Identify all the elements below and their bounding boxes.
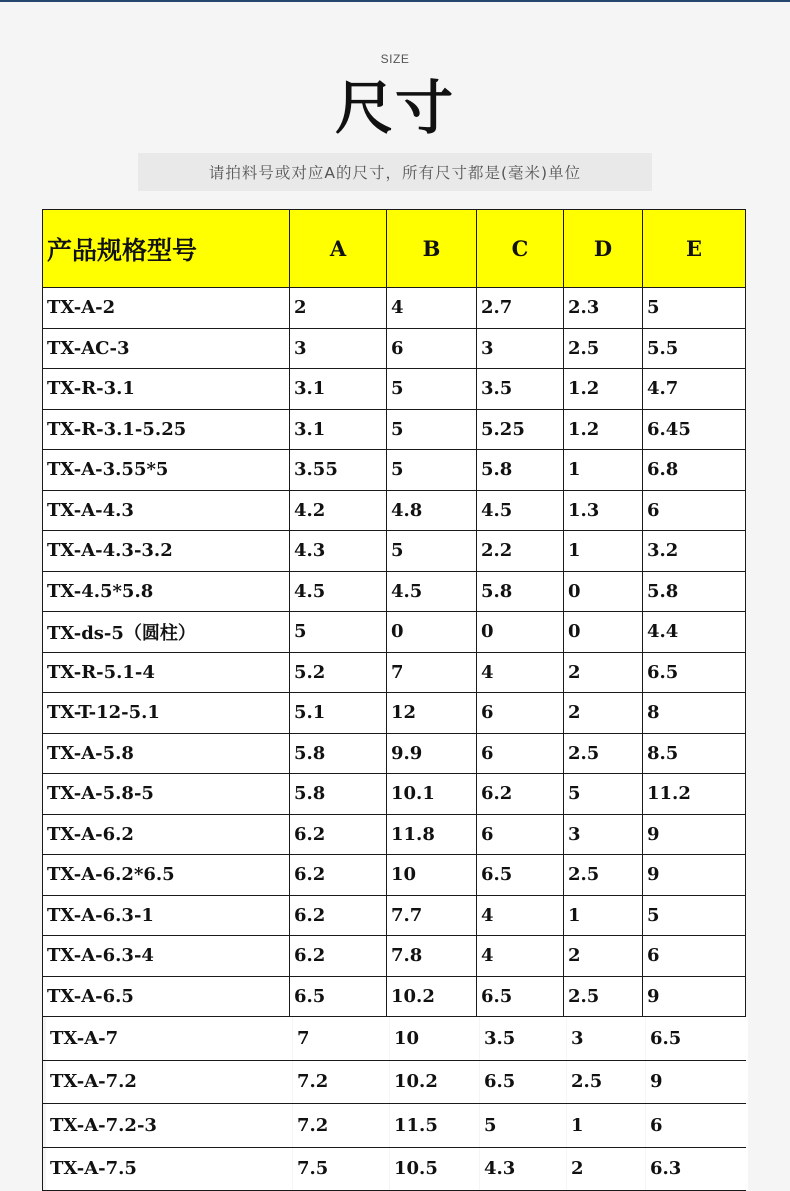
cell-c: 5.25 — [477, 409, 564, 450]
cell-a: 6.2 — [290, 936, 387, 977]
cell-b: 10.5 — [390, 1147, 480, 1191]
table-row — [43, 369, 746, 410]
cell-b: 12 — [387, 693, 477, 734]
table-row — [43, 733, 746, 774]
cell-a: 5 — [290, 612, 387, 653]
page-title: 尺寸 — [334, 74, 455, 142]
cell-c: 4 — [477, 895, 564, 936]
cell-c: 4 — [477, 936, 564, 977]
cell-e: 4.4 — [643, 612, 746, 653]
table-row — [43, 288, 746, 329]
cell-b: 11.8 — [387, 814, 477, 855]
cell-d: 5 — [564, 774, 643, 815]
table-row — [43, 814, 746, 855]
cell-model: TX-A-4.3 — [43, 490, 290, 531]
cell-a: 4.2 — [290, 490, 387, 531]
subtitle-text: 请拍料号或对应A的尺寸，所有尺寸都是(毫米)单位 — [208, 164, 582, 182]
cell-d: 0 — [564, 571, 643, 612]
cell-model: TX-A-4.3-3.2 — [43, 531, 290, 572]
cell-e: 5.8 — [643, 571, 746, 612]
top-divider-line — [0, 0, 790, 2]
cell-e: 11.2 — [643, 774, 746, 815]
cell-d: 2 — [567, 1147, 646, 1191]
cell-a: 7 — [293, 1017, 390, 1061]
column-header-model: 产品规格型号 — [43, 210, 290, 288]
cell-model: TX-R-5.1-4 — [43, 652, 290, 693]
cell-a: 6.2 — [290, 814, 387, 855]
cell-model: TX-A-3.55*5 — [43, 450, 290, 491]
cell-e: 6.5 — [646, 1017, 749, 1061]
cell-d: 1.3 — [564, 490, 643, 531]
table-body — [43, 288, 746, 1191]
cell-d: 1.2 — [564, 409, 643, 450]
cell-a: 5.1 — [290, 693, 387, 734]
column-header-c: C — [477, 210, 564, 288]
cell-a: 6.2 — [290, 895, 387, 936]
cell-b: 5 — [387, 531, 477, 572]
cell-b: 4.8 — [387, 490, 477, 531]
table-row — [43, 328, 746, 369]
table-row — [46, 1060, 749, 1104]
cell-c: 6 — [477, 693, 564, 734]
cell-model: TX-A-5.8 — [43, 733, 290, 774]
cell-model: TX-A-6.2*6.5 — [43, 855, 290, 896]
cell-a: 3 — [290, 328, 387, 369]
cell-d: 0 — [564, 612, 643, 653]
cell-c: 5.8 — [477, 571, 564, 612]
cell-model: TX-A-6.3-4 — [43, 936, 290, 977]
cell-e: 4.7 — [643, 369, 746, 410]
cell-d: 2.5 — [567, 1060, 646, 1104]
cell-d: 2.5 — [564, 733, 643, 774]
cell-c: 5.8 — [477, 450, 564, 491]
cell-model: TX-ds-5（圆柱） — [43, 612, 290, 653]
cell-c: 6.5 — [477, 976, 564, 1017]
cell-b: 10.1 — [387, 774, 477, 815]
cell-d: 2.3 — [564, 288, 643, 329]
cell-e: 6 — [643, 936, 746, 977]
cell-a: 7.2 — [293, 1060, 390, 1104]
table-row — [43, 895, 746, 936]
cell-e: 5 — [643, 895, 746, 936]
cell-model: TX-A-6.3-1 — [43, 895, 290, 936]
cell-a: 7.5 — [293, 1147, 390, 1191]
cell-e: 5 — [643, 288, 746, 329]
cell-c: 4.3 — [480, 1147, 567, 1191]
table-row — [43, 531, 746, 572]
cell-c: 2.7 — [477, 288, 564, 329]
cell-a: 2 — [290, 288, 387, 329]
cell-b: 6 — [387, 328, 477, 369]
cell-model: TX-A-7.2 — [46, 1060, 293, 1104]
table-row — [43, 450, 746, 491]
table-row — [43, 693, 746, 734]
cell-c: 6 — [477, 733, 564, 774]
table-row — [43, 612, 746, 653]
cell-d: 2 — [564, 936, 643, 977]
column-header-e: E — [643, 210, 746, 288]
cell-d: 1 — [567, 1104, 646, 1148]
table-row — [43, 571, 746, 612]
cell-c: 6.5 — [480, 1060, 567, 1104]
cell-a: 3.55 — [290, 450, 387, 491]
cell-c: 6.2 — [477, 774, 564, 815]
cell-b: 10.2 — [390, 1060, 480, 1104]
cell-e: 6.5 — [643, 652, 746, 693]
cell-model: TX-T-12-5.1 — [43, 693, 290, 734]
cell-model: TX-AC-3 — [43, 328, 290, 369]
size-table — [42, 209, 746, 1191]
cell-e: 6.45 — [643, 409, 746, 450]
table-row — [43, 855, 746, 896]
cell-a: 3.1 — [290, 409, 387, 450]
cell-e: 6 — [643, 490, 746, 531]
cell-d: 2.5 — [564, 976, 643, 1017]
cell-a: 6.5 — [290, 976, 387, 1017]
cell-e: 9 — [643, 814, 746, 855]
table-row — [46, 1147, 749, 1191]
cell-e: 9 — [643, 976, 746, 1017]
cell-c: 0 — [477, 612, 564, 653]
cell-c: 3.5 — [477, 369, 564, 410]
cell-model: TX-A-7.2-3 — [46, 1104, 293, 1148]
cell-model: TX-R-3.1 — [43, 369, 290, 410]
cell-a: 4.3 — [290, 531, 387, 572]
cell-b: 10 — [390, 1017, 480, 1061]
cell-model: TX-A-2 — [43, 288, 290, 329]
cell-b: 10 — [387, 855, 477, 896]
cell-model: TX-A-7.5 — [46, 1147, 293, 1191]
table-row — [46, 1104, 749, 1148]
cell-e: 6.3 — [646, 1147, 749, 1191]
cell-a: 5.8 — [290, 774, 387, 815]
cell-d: 2 — [564, 693, 643, 734]
cell-d: 2 — [564, 652, 643, 693]
cell-e: 8.5 — [643, 733, 746, 774]
subtitle-banner — [138, 153, 652, 191]
cell-e: 9 — [643, 855, 746, 896]
cell-e: 6 — [646, 1104, 749, 1148]
cell-d: 2.5 — [564, 855, 643, 896]
cell-model: TX-4.5*5.8 — [43, 571, 290, 612]
cell-d: 1 — [564, 450, 643, 491]
cell-b: 11.5 — [390, 1104, 480, 1148]
cell-model: TX-R-3.1-5.25 — [43, 409, 290, 450]
column-header-a: A — [290, 210, 387, 288]
cell-a: 3.1 — [290, 369, 387, 410]
cell-a: 4.5 — [290, 571, 387, 612]
cell-b: 9.9 — [387, 733, 477, 774]
cell-b: 7.8 — [387, 936, 477, 977]
cell-b: 5 — [387, 409, 477, 450]
cell-c: 4 — [477, 652, 564, 693]
cell-b: 4 — [387, 288, 477, 329]
cell-e: 3.2 — [643, 531, 746, 572]
table-row — [43, 652, 746, 693]
cell-b: 5 — [387, 450, 477, 491]
table-row — [43, 490, 746, 531]
cell-model: TX-A-5.8-5 — [43, 774, 290, 815]
cell-e: 9 — [646, 1060, 749, 1104]
cell-b: 4.5 — [387, 571, 477, 612]
column-header-b: B — [387, 210, 477, 288]
cell-c: 2.2 — [477, 531, 564, 572]
cell-d: 2.5 — [564, 328, 643, 369]
cell-b: 7 — [387, 652, 477, 693]
cell-c: 3 — [477, 328, 564, 369]
cell-d: 1 — [564, 895, 643, 936]
cell-model: TX-A-6.2 — [43, 814, 290, 855]
table-row — [43, 409, 746, 450]
table-row — [43, 774, 746, 815]
table-row — [43, 976, 746, 1017]
cell-d: 1.2 — [564, 369, 643, 410]
cell-a: 5.2 — [290, 652, 387, 693]
cell-e: 6.8 — [643, 450, 746, 491]
cell-model: TX-A-7 — [46, 1017, 293, 1061]
cell-model: TX-A-6.5 — [43, 976, 290, 1017]
cell-a: 6.2 — [290, 855, 387, 896]
cell-d: 3 — [567, 1017, 646, 1061]
cell-a: 5.8 — [290, 733, 387, 774]
size-eyebrow: SIZE — [380, 52, 410, 66]
cell-e: 8 — [643, 693, 746, 734]
cell-e: 5.5 — [643, 328, 746, 369]
cell-c: 4.5 — [477, 490, 564, 531]
cell-b: 5 — [387, 369, 477, 410]
table-row — [43, 936, 746, 977]
cell-d: 1 — [564, 531, 643, 572]
cell-c: 5 — [480, 1104, 567, 1148]
cell-c: 3.5 — [480, 1017, 567, 1061]
cell-d: 3 — [564, 814, 643, 855]
column-header-d: D — [564, 210, 643, 288]
cell-b: 10.2 — [387, 976, 477, 1017]
cell-a: 7.2 — [293, 1104, 390, 1148]
cell-b: 0 — [387, 612, 477, 653]
table-header-row — [43, 210, 746, 288]
cell-c: 6.5 — [477, 855, 564, 896]
cell-b: 7.7 — [387, 895, 477, 936]
cell-c: 6 — [477, 814, 564, 855]
table-row — [46, 1017, 749, 1061]
